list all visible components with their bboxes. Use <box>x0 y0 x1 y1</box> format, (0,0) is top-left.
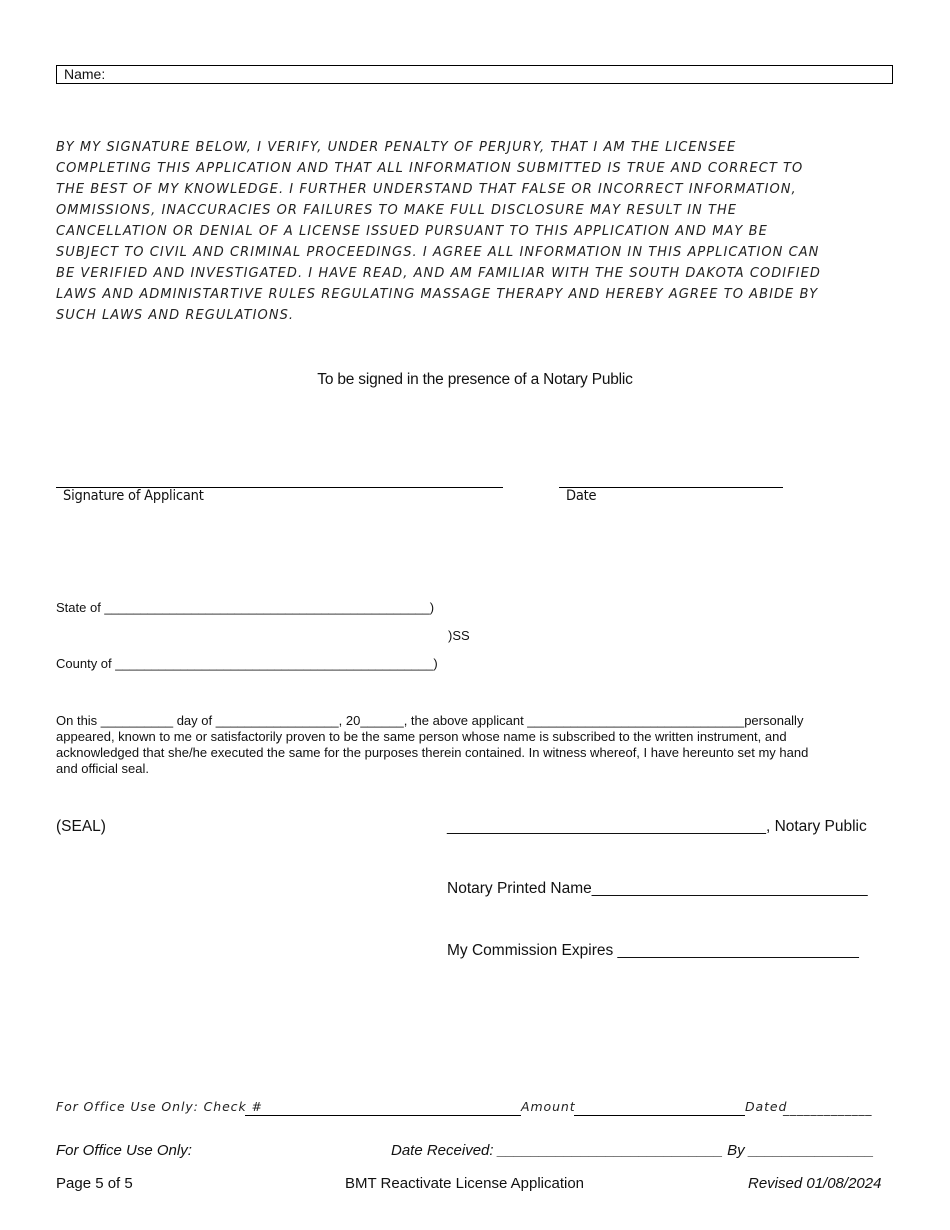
county-of-field[interactable]: County of ____________________________________________) <box>56 656 438 671</box>
office-check-label: For Office Use Only: Check # <box>56 1099 263 1114</box>
declaration-line: OMMISSIONS, INACCURACIES OR FAILURES TO MAKE FULL DISCLOSURE MAY RESULT IN THE <box>56 203 738 218</box>
notary-heading: To be signed in the presence of a Notary Public <box>317 371 633 388</box>
declaration-line: THE BEST OF MY KNOWLEDGE. I FURTHER UNDERSTAND THAT FALSE OR INCORRECT INFORMATION, <box>56 182 797 197</box>
name-label: Name: <box>64 66 106 82</box>
date-received-field[interactable]: Date Received: ___________________________ By _______________ <box>391 1142 874 1159</box>
amount-label: Amount <box>521 1099 576 1114</box>
declaration-line: BE VERIFIED AND INVESTIGATED. I HAVE READ, AND AM FAMILIAR WITH THE SOUTH DAKOTA CODIFIED <box>56 266 821 281</box>
dated-blank[interactable]: _____________ <box>783 1101 873 1116</box>
declaration-line: BY MY SIGNATURE BELOW, I VERIFY, UNDER PENALTY OF PERJURY, THAT I AM THE LICENSEE <box>56 140 737 155</box>
document-title: BMT Reactivate License Application <box>345 1175 585 1192</box>
check-number-line[interactable] <box>245 1115 521 1116</box>
acknowledgment-line: acknowledged that she/he executed the same for the purposes therein contained. In witness whereof, I have hereunto set my hand <box>56 745 809 760</box>
state-of-field[interactable]: State of _____________________________________________) <box>56 600 435 615</box>
acknowledgment-line: appeared, known to me or satisfactorily proven to be the same person whose name is subscribed to the written instrument, and <box>56 729 787 744</box>
notary-signature-line[interactable]: _____________________________________, Notary Public <box>447 818 867 835</box>
page-number: Page 5 of 5 <box>56 1175 133 1192</box>
name-field[interactable] <box>56 65 893 84</box>
declaration-line: SUBJECT TO CIVIL AND CRIMINAL PROCEEDINGS. I AGREE ALL INFORMATION IN THIS APPLICATION CAN <box>56 245 820 260</box>
perjury-declaration <box>56 137 896 326</box>
declaration-line: SUCH LAWS AND REGULATIONS. <box>56 308 295 323</box>
declaration-line: LAWS AND ADMINISTARTIVE RULES REGULATING MASSAGE THERAPY AND HEREBY AGREE TO ABIDE BY <box>56 287 819 302</box>
notary-printed-name-field[interactable]: Notary Printed Name________________________________ <box>447 880 868 897</box>
ss-marker: )SS <box>448 628 470 643</box>
dated-label: Dated <box>745 1099 788 1114</box>
amount-line[interactable] <box>574 1115 745 1116</box>
declaration-line: CANCELLATION OR DENIAL OF A LICENSE ISSUED PURSUANT TO THIS APPLICATION AND MAY BE <box>56 224 768 239</box>
acknowledgment-line: and official seal. <box>56 761 149 776</box>
acknowledgment-line: On this __________ day of _________________, 20______, the above applicant ______________________________personally <box>56 713 804 728</box>
seal-label: (SEAL) <box>56 818 106 835</box>
commission-expires-field[interactable]: My Commission Expires ____________________________ <box>447 942 859 959</box>
signature-date-label: Date <box>566 488 597 504</box>
acknowledgment-paragraph <box>56 713 896 777</box>
office-use-label: For Office Use Only: <box>56 1142 192 1159</box>
revision-date: Revised 01/08/2024 <box>748 1175 882 1192</box>
declaration-line: COMPLETING THIS APPLICATION AND THAT ALL INFORMATION SUBMITTED IS TRUE AND CORRECT TO <box>56 161 804 176</box>
applicant-signature-label: Signature of Applicant <box>63 488 204 504</box>
